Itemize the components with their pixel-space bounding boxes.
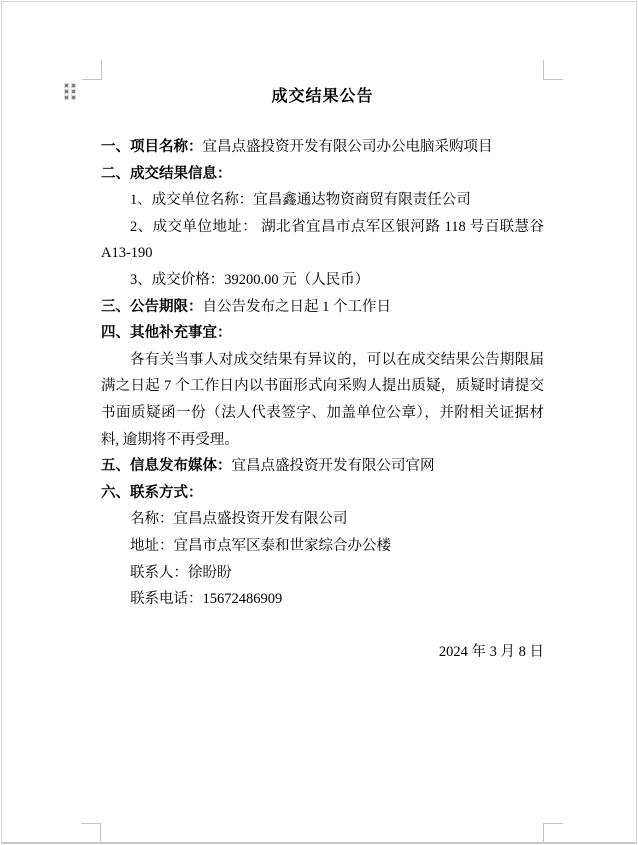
line-label: 一、项目名称： xyxy=(101,139,203,155)
handle-dot xyxy=(65,84,68,87)
margin-corner-mark-bottom-right xyxy=(543,823,563,843)
date-line: 2024 年 3 月 8 日 xyxy=(438,644,544,661)
line-contact-person xyxy=(101,560,544,587)
line-contact-name xyxy=(101,506,544,533)
line-text: 联系人：徐盼盼 xyxy=(130,564,232,581)
line-text: 3、成交价格：39200.00 元（人民币） xyxy=(130,271,370,288)
line-announcement-period xyxy=(101,294,544,321)
line-text: 名称：宜昌点盛投资开发有限公司 xyxy=(130,511,348,528)
line-text: 满之日起 7 个工作日内以书面形式向采购人提出质疑，质疑时请提交 xyxy=(101,378,544,395)
line-text: 料, 逾期将不再受理。 xyxy=(101,431,239,448)
line-winner-address-continued xyxy=(101,240,544,267)
line-project-name xyxy=(101,134,544,161)
line-text: 1、成交单位名称：宜昌鑫通达物资商贸有限责任公司 xyxy=(130,192,471,209)
line-contact-heading xyxy=(101,480,544,507)
spacer xyxy=(101,613,544,640)
handle-dot xyxy=(72,96,75,99)
line-contact-address xyxy=(101,533,544,560)
line-text: 宜昌点盛投资开发有限公司官网 xyxy=(231,458,435,475)
document-page xyxy=(1,1,637,844)
line-price xyxy=(101,267,544,294)
line-label: 五、信息发布媒体： xyxy=(101,458,232,475)
line-text: A13-190 xyxy=(101,245,153,262)
line-result-info-heading xyxy=(101,161,544,188)
handle-dot xyxy=(72,90,75,93)
line-text: 联系电话：15672486909 xyxy=(130,591,283,608)
line-text: 2、成交单位地址： 湖北省宜昌市点军区银河路 118 号百联慧谷 xyxy=(130,218,544,235)
line-objection-para-2 xyxy=(101,373,544,400)
document-body xyxy=(101,84,544,666)
line-text: 书面质疑函一份（法人代表签字、加盖单位公章），并附相关证据材 xyxy=(101,404,544,421)
line-text: 地址：宜昌市点军区泰和世家综合办公楼 xyxy=(130,537,391,554)
spacer xyxy=(101,110,544,134)
handle-dot xyxy=(65,96,68,99)
margin-corner-mark-top-right xyxy=(543,60,563,80)
line-text: 自公告发布之日起 1 个工作日 xyxy=(202,298,391,315)
line-winner-address xyxy=(101,214,544,241)
margin-corner-mark-top-left xyxy=(82,60,102,80)
line-objection-para-4 xyxy=(101,427,544,454)
handle-dot xyxy=(65,90,68,93)
document-title: 成交结果公告 xyxy=(271,88,374,105)
line-objection-para-3 xyxy=(101,400,544,427)
line-contact-phone xyxy=(101,586,544,613)
line-objection-para-1 xyxy=(101,347,544,374)
line-label: 三、公告期限： xyxy=(101,298,203,315)
line-label: 六、联系方式： xyxy=(101,484,203,501)
line-other-matters-heading xyxy=(101,320,544,347)
margin-corner-mark-bottom-left xyxy=(81,823,101,843)
handle-dot xyxy=(72,84,75,87)
line-label: 四、其他补充事宜： xyxy=(101,325,232,342)
line-text: 各有关当事人对成交结果有异议的，可以在成交结果公告期限届 xyxy=(130,351,544,368)
line-winner-name xyxy=(101,187,544,214)
drag-handle-icon[interactable] xyxy=(65,84,75,99)
line-label: 二、成交结果信息： xyxy=(101,165,232,182)
line-text: 宜昌点盛投资开发有限公司办公电脑采购项目 xyxy=(202,139,493,155)
line-publish-media xyxy=(101,453,544,480)
